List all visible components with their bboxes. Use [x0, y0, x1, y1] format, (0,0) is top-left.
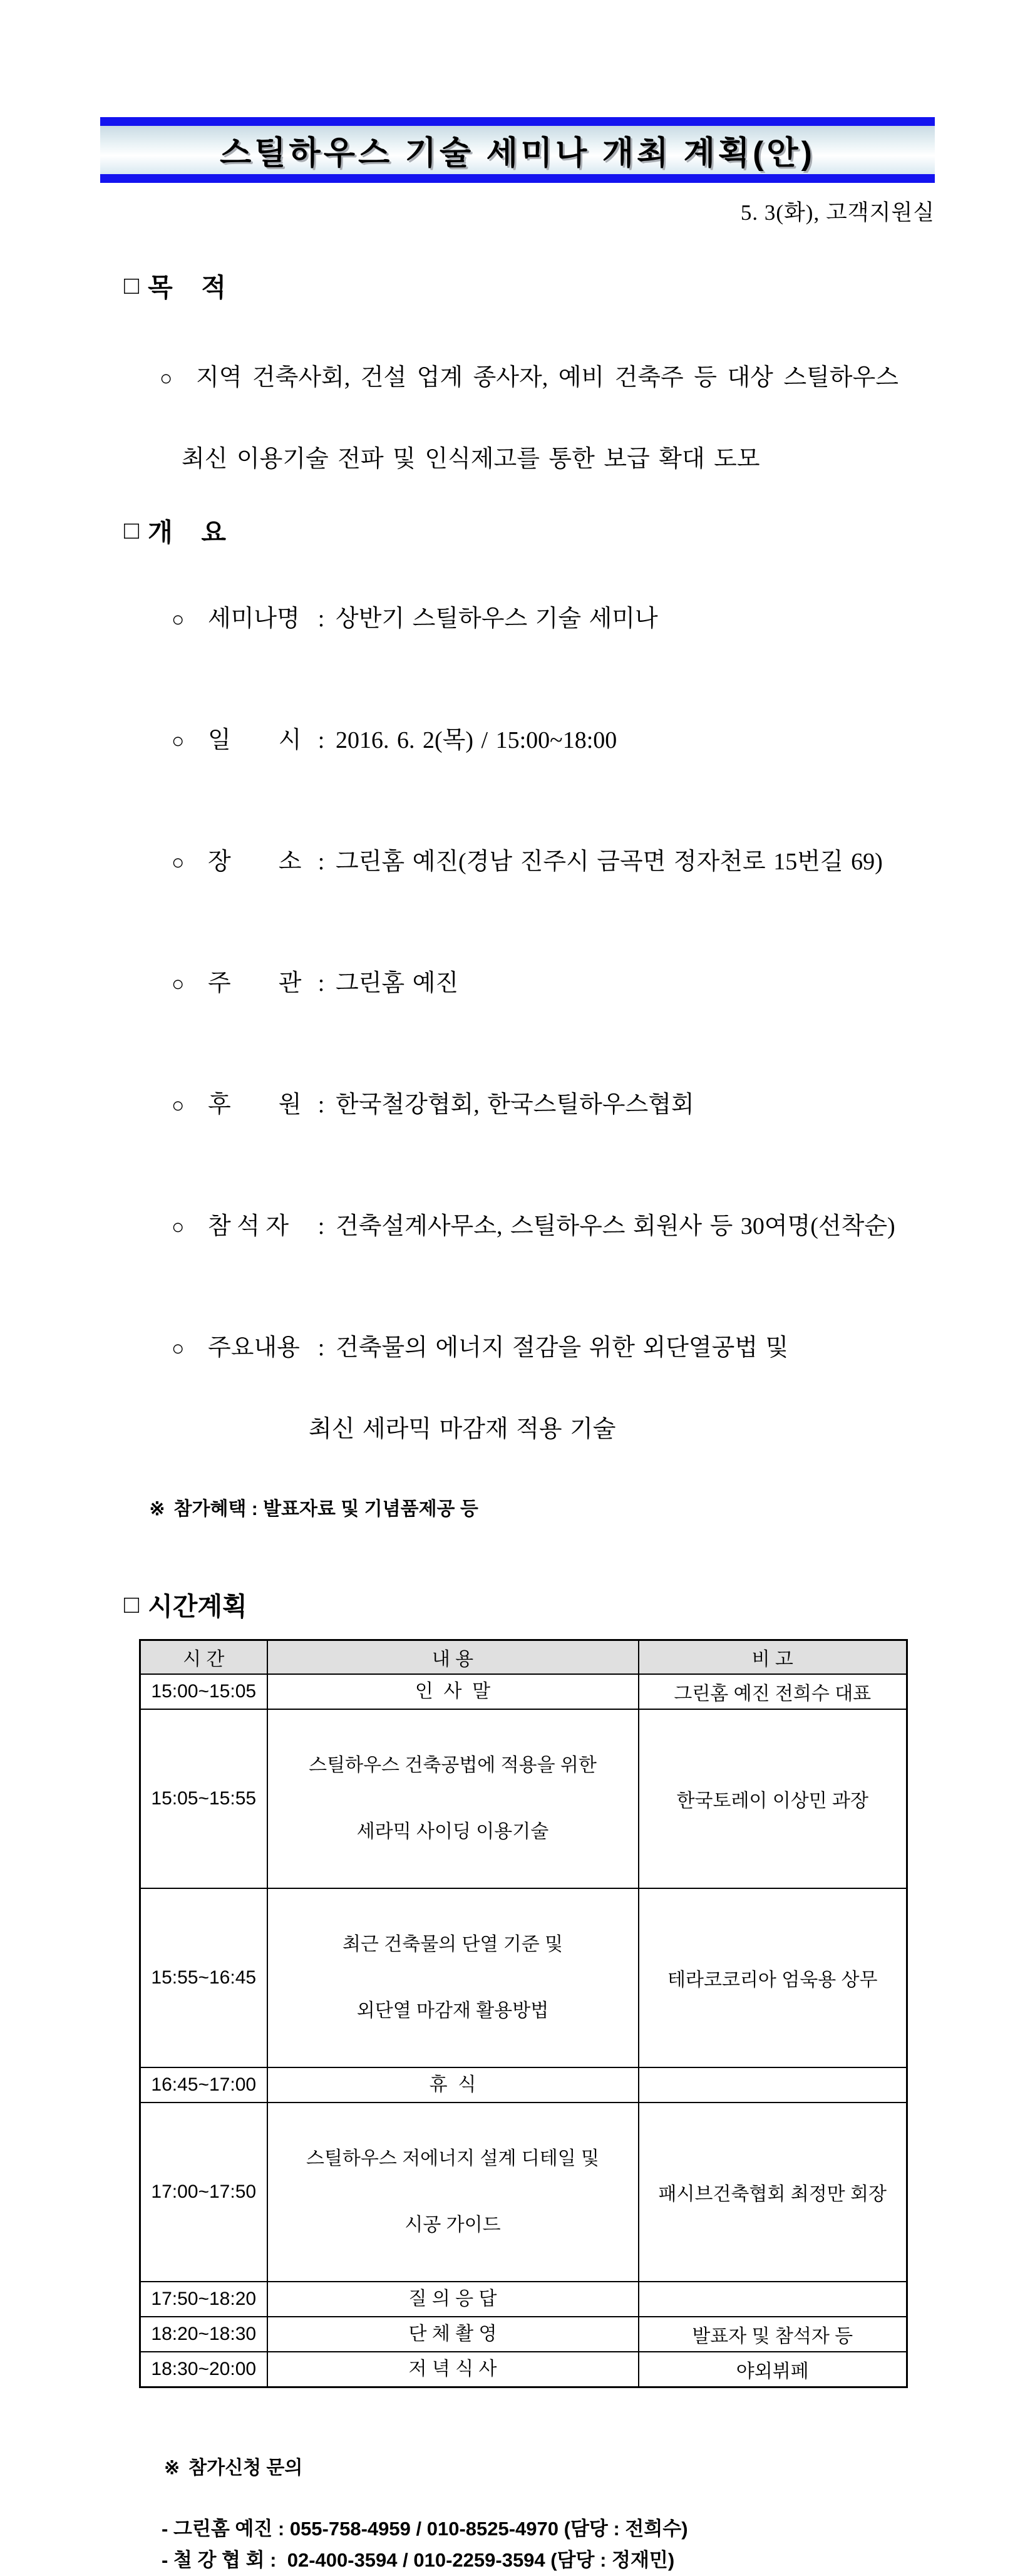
content-line: 최근 건축물의 단열 기준 및: [342, 1934, 564, 1955]
contact-line-greenhome: - 그린홈 예진 : 055-758-4959 / 010-8525-4970 (담당 : 전희수): [162, 2518, 688, 2540]
circle-bullet-icon: ○: [172, 851, 185, 874]
title-banner: [100, 117, 935, 183]
overview-list: [100, 559, 935, 1449]
overview-item-place: [100, 802, 935, 923]
contact-line-steel-association: - 철 강 협 회 : 02-400-3594 / 010-2259-3594 (담당 : 정재민): [162, 2549, 675, 2571]
content-line: 휴 식: [429, 2074, 476, 2095]
table-row: [140, 2282, 907, 2317]
benefit-note-text: 참가혜택 : 발표자료 및 기념품제공 등: [173, 1499, 478, 1519]
overview-label: 주요내용: [208, 1335, 300, 1361]
cell-time: 15:55~16:45: [140, 1888, 267, 2067]
label-separator: :: [317, 849, 325, 875]
cell-note: 그린홈 예진 전희수 대표: [639, 1674, 907, 1709]
cell-content: [267, 1888, 639, 2067]
column-header-note: 비 고: [639, 1640, 907, 1675]
table-row: [140, 2352, 907, 2387]
circle-bullet-icon: ○: [172, 1216, 185, 1239]
reference-mark-icon: ※: [164, 2458, 180, 2478]
overview-value: 2016. 6. 2(목) / 15:00~18:00: [336, 727, 617, 753]
circle-bullet-icon: ○: [172, 973, 185, 996]
cell-time: 15:00~15:05: [140, 1674, 267, 1709]
label-separator: :: [317, 1335, 325, 1361]
section-heading-overview-label: 개 요: [148, 518, 226, 547]
footer-contacts: [100, 2423, 935, 2576]
section-heading-schedule-label: 시간계획: [148, 1592, 247, 1621]
cell-note: 테라코코리아 엄욱용 상무: [639, 1888, 907, 2067]
overview-item-attendees: [100, 1166, 935, 1288]
cell-content: [267, 2317, 639, 2352]
overview-item-seminar-name: [100, 559, 935, 680]
contact-heading: [100, 2423, 935, 2513]
content-line: 외단열 마감재 활용방법: [356, 2000, 549, 2021]
overview-item-host: [100, 923, 935, 1045]
overview-value: 건축설계사무소, 스틸하우스 회원사 등 30여명(선착순): [336, 1213, 895, 1239]
overview-label: 주 관: [208, 970, 302, 996]
label-separator: :: [317, 1092, 325, 1118]
content-line: 단 체 촬 영: [408, 2324, 497, 2344]
table-row: [140, 1674, 907, 1709]
table-header-row: [140, 1640, 907, 1675]
section-heading-schedule: [100, 1586, 935, 1623]
contact-heading-text: 참가신청 문의: [188, 2458, 303, 2478]
overview-label: 일 시: [208, 727, 302, 753]
overview-label: 장 소: [208, 849, 302, 875]
overview-value: 한국철강협회, 한국스틸하우스협회: [336, 1092, 694, 1118]
overview-item-datetime: [100, 680, 935, 802]
overview-value: 건축물의 에너지 절감을 위한 외단열공법 및: [336, 1335, 789, 1361]
section-heading-overview: [100, 512, 935, 549]
cell-content: [267, 2282, 639, 2317]
label-separator: :: [317, 606, 325, 632]
cell-note: 야외뷔페: [639, 2352, 907, 2387]
page-title: 스틸하우스 기술 세미나 개최 계획(안): [220, 135, 815, 172]
overview-label: 세미나명: [208, 606, 300, 632]
circle-bullet-icon: ○: [172, 1094, 185, 1117]
overview-value: 그린홈 예진: [336, 970, 459, 996]
cell-time: 17:00~17:50: [140, 2103, 267, 2282]
content-line: 스틸하우스 저에너지 설계 디테일 및: [306, 2148, 600, 2169]
section-heading-purpose: [100, 267, 935, 304]
circle-bullet-icon: ○: [172, 730, 185, 753]
content-line: 인 사 말: [415, 1681, 491, 1702]
table-row: [140, 2317, 907, 2352]
label-separator: :: [317, 727, 325, 753]
cell-time: 18:30~20:00: [140, 2352, 267, 2387]
cell-note: 패시브건축협회 최정만 회장: [639, 2103, 907, 2282]
benefit-note: [100, 1468, 935, 1551]
overview-value: 그린홈 예진(경남 진주시 금곡면 정자천로 15번길 69): [336, 849, 883, 875]
content-line: 세라믹 사이딩 이용기술: [356, 1821, 549, 1842]
overview-value: 상반기 스틸하우스 기술 세미나: [336, 606, 658, 632]
cell-note: 발표자 및 참석자 등: [639, 2317, 907, 2352]
overview-item-main-content-line2: 최신 세라믹 마감재 적용 기술: [309, 1416, 616, 1442]
cell-time: 17:50~18:20: [140, 2282, 267, 2317]
circle-bullet-icon: ○: [172, 1337, 185, 1360]
content-line: 시공 가이드: [404, 2215, 501, 2235]
square-bullet-icon: □: [124, 271, 140, 299]
table-row: [140, 2103, 907, 2282]
purpose-line1-text: 지역 건축사회, 건설 업계 종사자, 예비 건축주 등 대상 스틸하우스: [196, 365, 899, 391]
cell-content: [267, 1674, 639, 1709]
overview-label: 참 석 자: [208, 1213, 289, 1239]
table-row: [140, 2067, 907, 2103]
cell-time: 18:20~18:30: [140, 2317, 267, 2352]
overview-label: 후 원: [208, 1092, 302, 1118]
cell-content: [267, 2103, 639, 2282]
section-heading-purpose-label: 목 적: [148, 273, 226, 302]
overview-item-main-content: [100, 1288, 935, 1409]
cell-content: [267, 1709, 639, 1888]
content-line: 스틸하우스 건축공법에 적용을 위한: [309, 1755, 597, 1776]
square-bullet-icon: □: [124, 1590, 140, 1618]
column-header-content: 내 용: [267, 1640, 639, 1675]
date-dept-line: 5. 3(화), 고객지원실: [740, 200, 935, 225]
table-row: [140, 1888, 907, 2067]
purpose-text-line2: 최신 이용기술 전파 및 인식제고를 통한 보급 확대 도모: [182, 446, 760, 472]
schedule-table: [139, 1639, 908, 2388]
content-line: 저 녁 식 사: [408, 2359, 497, 2379]
cell-time: 15:05~15:55: [140, 1709, 267, 1888]
column-header-time: 시 간: [140, 1640, 267, 1675]
cell-note: [639, 2067, 907, 2103]
cell-note: [639, 2282, 907, 2317]
reference-mark-icon: ※: [149, 1499, 165, 1519]
purpose-text-line1: [100, 318, 935, 439]
overview-item-sponsor: [100, 1045, 935, 1166]
label-separator: :: [317, 1213, 325, 1239]
content-line: 질 의 응 답: [408, 2289, 497, 2309]
table-row: [140, 1709, 907, 1888]
cell-content: [267, 2067, 639, 2103]
circle-bullet-icon: ○: [160, 367, 173, 390]
cell-note: 한국토레이 이상민 과장: [639, 1709, 907, 1888]
cell-content: [267, 2352, 639, 2387]
document-page: [0, 117, 1035, 2571]
square-bullet-icon: □: [124, 516, 140, 544]
label-separator: :: [317, 970, 325, 996]
circle-bullet-icon: ○: [172, 608, 185, 631]
cell-time: 16:45~17:00: [140, 2067, 267, 2103]
